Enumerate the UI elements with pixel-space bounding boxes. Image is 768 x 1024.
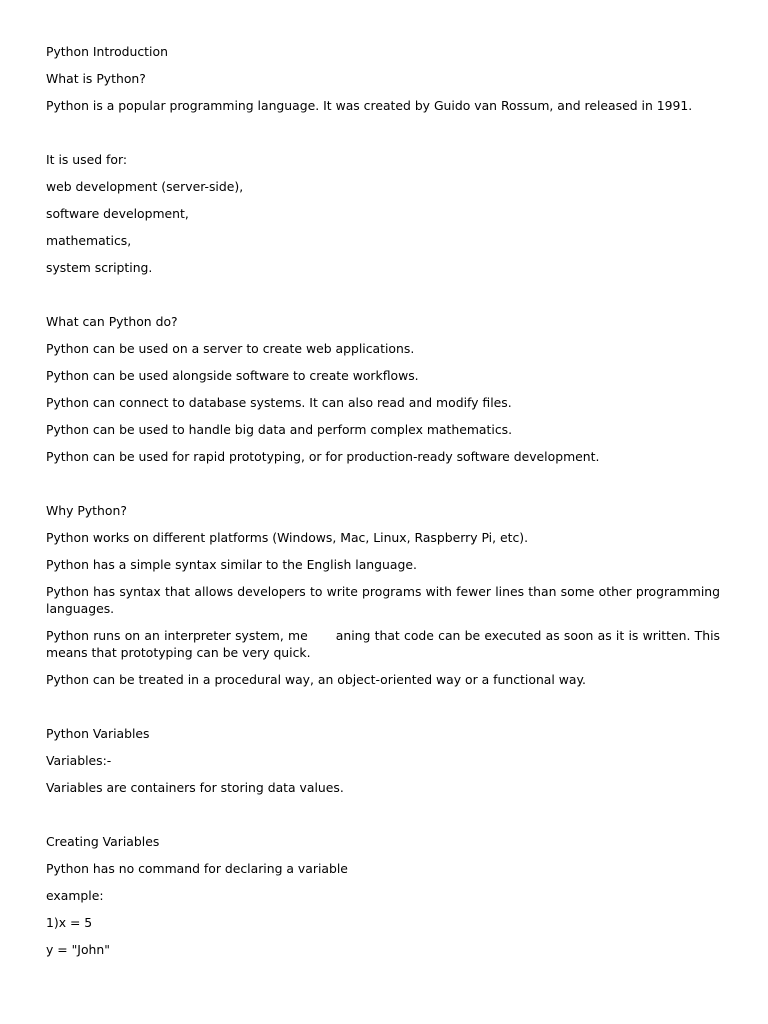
variables-description: Variables are containers for storing data values. [46,780,344,795]
why-item: Python works on different platforms (Windows, Mac, Linux, Raspberry Pi, etc). [46,530,529,545]
code-line: 1)x = 5 [46,915,93,930]
why-item: Python has a simple syntax similar to the English language. [46,557,417,572]
why-item: Python can be treated in a procedural way, an object-oriented way or a functional way. [46,672,586,687]
code-line: y = "John" [46,942,110,957]
intro-heading: Python Introduction [46,44,168,59]
why-item: Python has syntax that allows developers to write programs with fewer lines than some other programming languages. [46,584,720,616]
blank-line [46,806,720,833]
what-can-item: Python can be used on a server to create web applications. [46,341,415,356]
variables-heading: Python Variables [46,726,150,741]
why-item-interpreter [46,627,720,661]
what-can-item: Python can connect to database systems. It can also read and modify files. [46,395,512,410]
example-label: example: [46,888,104,903]
uses-label: It is used for: [46,152,128,167]
what-can-item: Python can be used to handle big data and perform complex mathematics. [46,422,513,437]
blank-line [46,124,720,151]
blank-line [46,698,720,725]
variables-label: Variables:- [46,753,112,768]
document-page [46,43,720,968]
uses-item: web development (server-side), [46,179,244,194]
blank-line [46,286,720,313]
why-heading: Why Python? [46,503,127,518]
what-is-heading: What is Python? [46,71,146,86]
intro-description: Python is a popular programming language. It was created by Guido van Rossum, and released in 1991. [46,98,693,113]
what-can-item: Python can be used alongside software to create workflows. [46,368,419,383]
creating-note: Python has no command for declaring a variable [46,861,348,876]
blank-line [46,475,720,502]
uses-item: mathematics, [46,233,132,248]
interpreter-text-end: aning that code can be executed as soon as it is written. This means that prototyping can be very quick. [46,628,720,660]
creating-heading: Creating Variables [46,834,160,849]
uses-item: system scripting. [46,260,153,275]
uses-item: software development, [46,206,189,221]
what-can-heading: What can Python do? [46,314,178,329]
interpreter-text-start: Python runs on an interpreter system, me [46,628,308,643]
what-can-item: Python can be used for rapid prototyping, or for production-ready software development. [46,449,600,464]
